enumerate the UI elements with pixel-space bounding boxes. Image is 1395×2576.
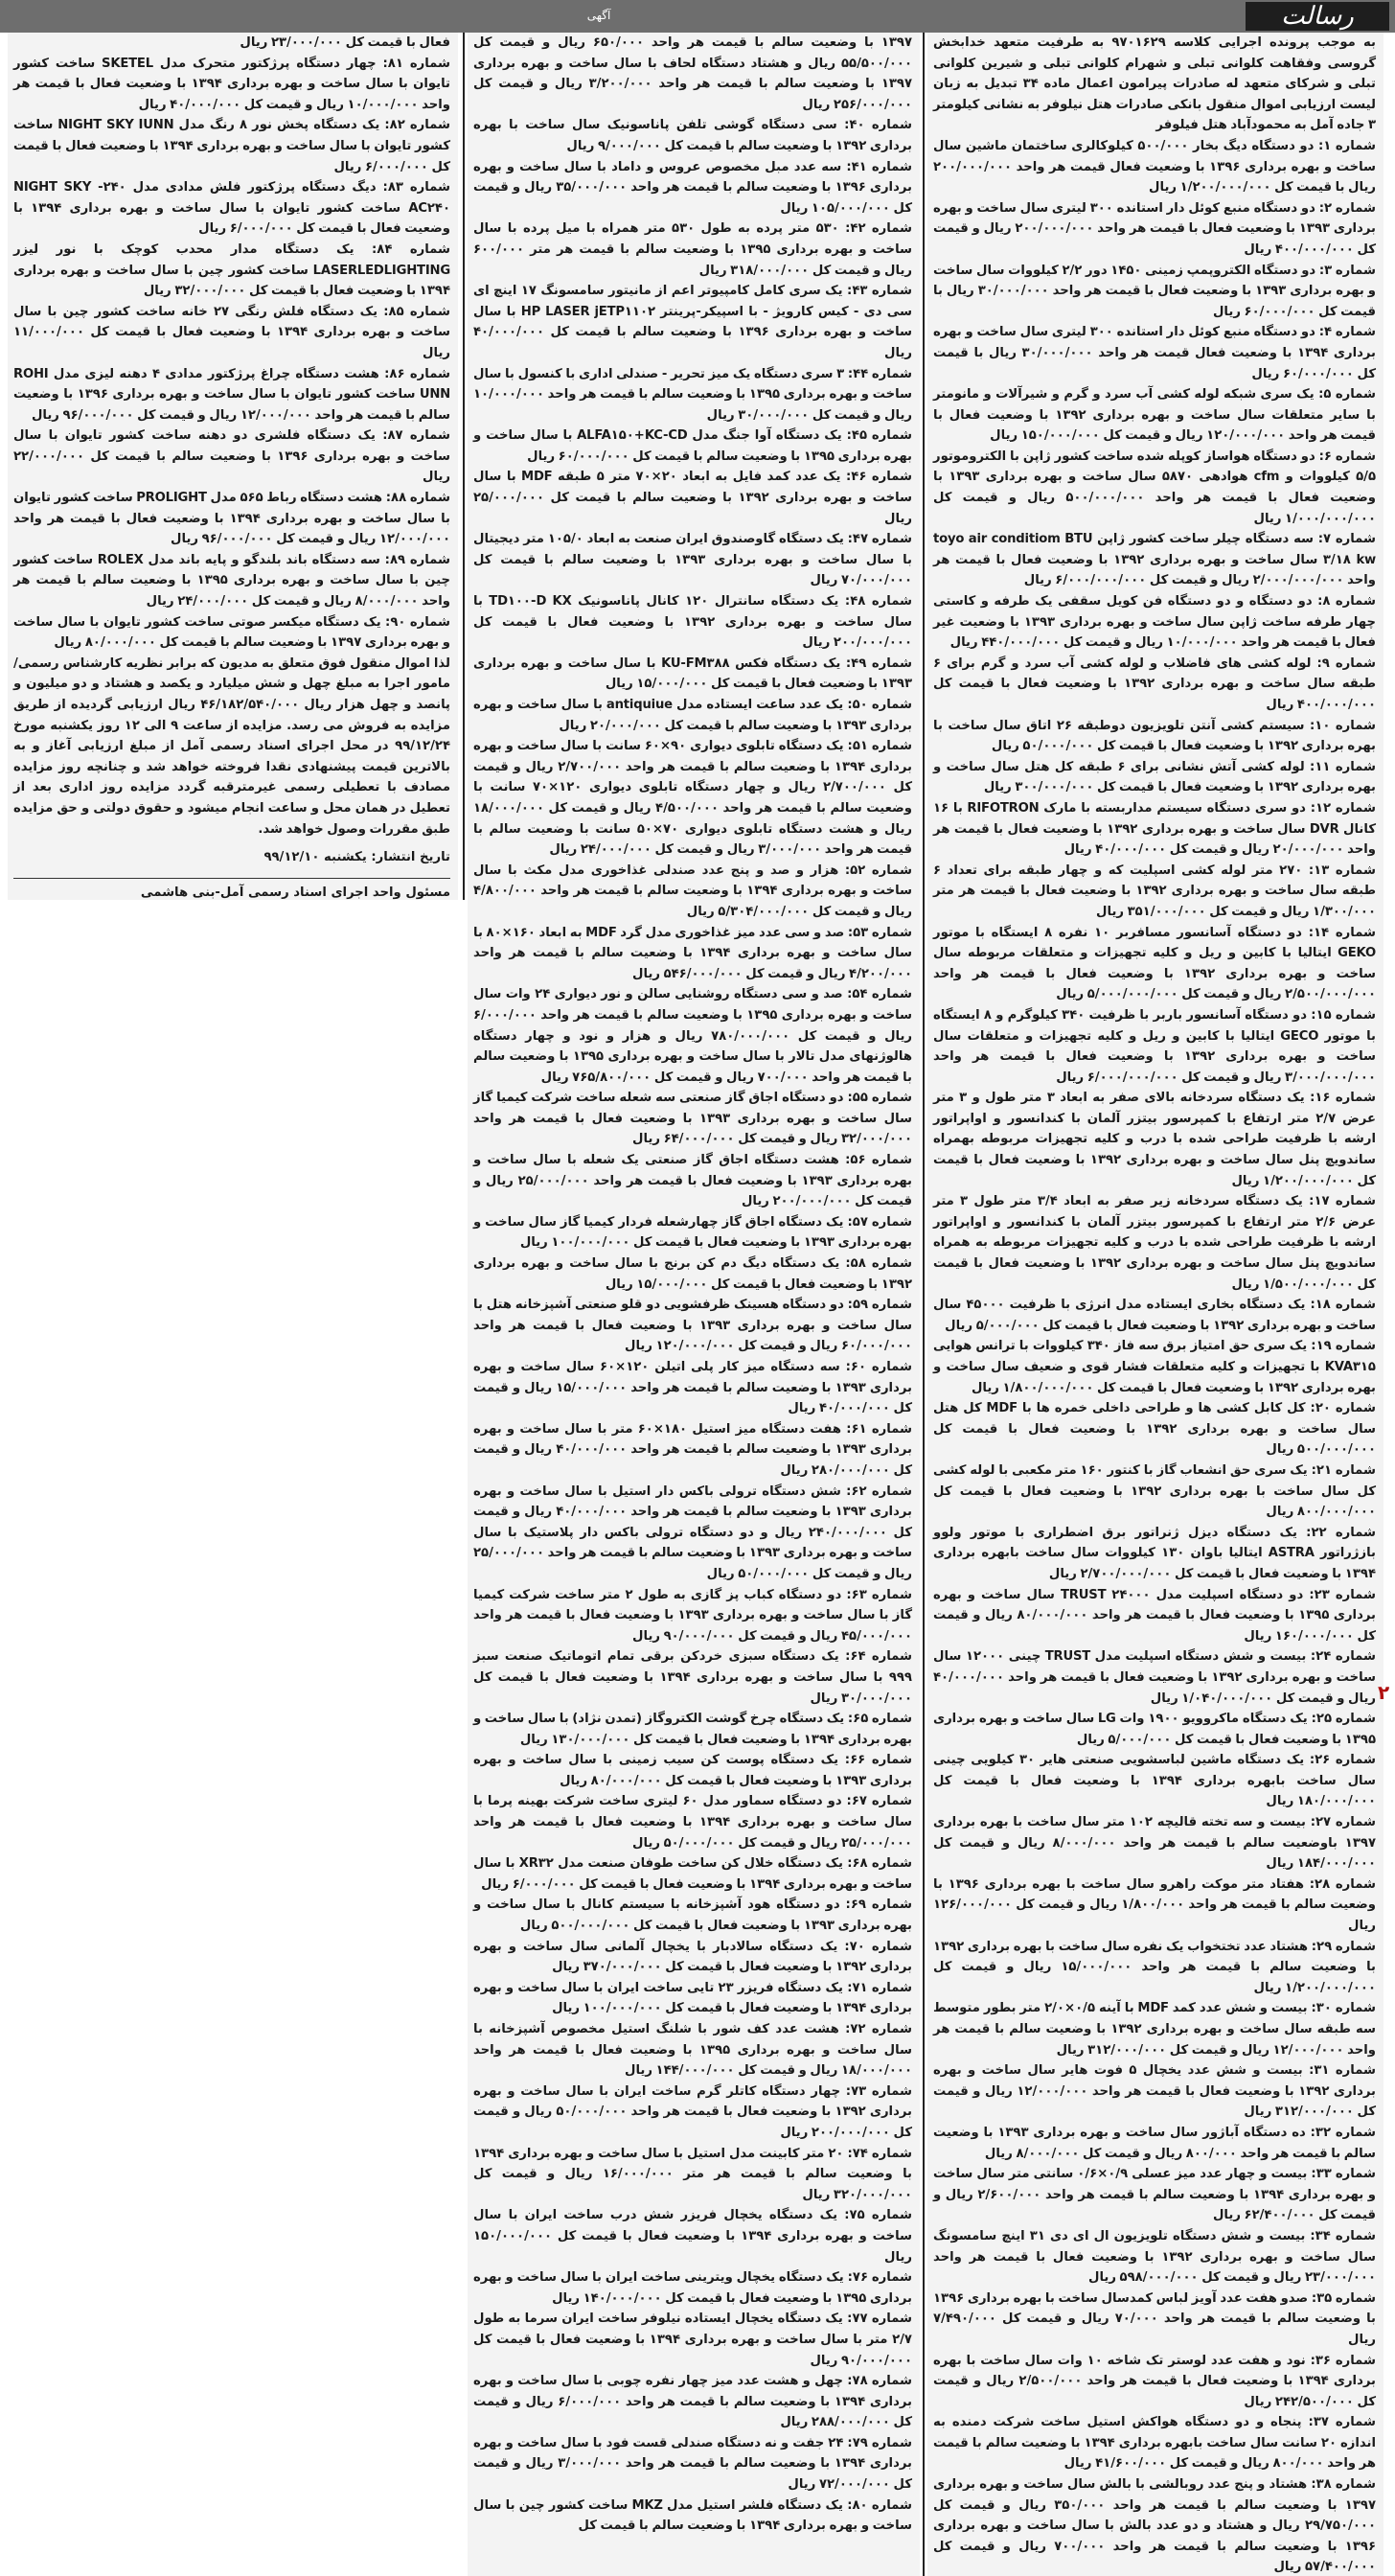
notice-item: شماره ۱۱: لوله کشی آتش نشانی برای ۶ طبقه کل هتل سال ساخت و بهره برداری ۱۳۹۲ با وضعیت فعال با قیمت کل ۳۰۰/۰۰۰/۰۰۰ ریال: [933, 759, 1376, 795]
notice-item: شماره ۴۰: سی دستگاه گوشی تلفن پاناسونیک سال ساخت با بهره برداری ۱۳۹۲ با وضعیت سالم با قیمت کل ۹/۰۰۰/۰۰۰ ریال: [473, 118, 912, 153]
notice-item: شماره ۵۱: یک دستگاه تابلوی دیواری ۹۰×۶۰ سانت با سال ساخت و بهره برداری ۱۳۹۴ با وضعیت سالم با قیمت هر واحد ۲/۷۰۰/۰۰۰ ریال و قیمت کل ۲/۷۰۰/۰۰۰ ریال و چهار دستگاه تابلوی دیواری ۱۲۰×۷۰ سانت با وضعیت سالم با قیمت هر واحد ۴/۵۰۰/۰۰۰ ریال و قیمت کل ۱۸/۰۰۰/۰۰۰ ریال و هشت دستگاه تابلوی دیواری ۷۰×۵۰ سانت با وضعیت سالم با قیمت هر واحد ۳/۰۰۰/۰۰۰ ریال و قیمت کل ۲۴/۰۰۰/۰۰۰ ریال: [473, 739, 912, 858]
notice-item: شماره ۴۵: یک دستگاه آوا جنگ مدل ALFA۱۵۰+KC-CD با سال ساخت و بهره برداری ۱۳۹۵ با وضعیت سالم با قیمت کل ۶۰/۰۰۰/۰۰۰ ریال: [473, 428, 913, 464]
notice-item: شماره ۲۷: بیست و سه تخته قالیچه ۱۰۲ متر سال ساخت با بهره برداری ۱۳۹۷ باوضعیت سالم با قیمت هر واحد ۸/۰۰۰/۰۰۰ ریال و قیمت کل ۱۸۴/۰۰۰/۰۰۰ ریال: [933, 1815, 1377, 1872]
top-band: [0, 0, 1395, 33]
notice-item: شماره ۵۷: یک دستگاه اجاق گاز چهارشعله فردار کیمیا گاز سال ساخت و بهره برداری ۱۳۹۳ با وضعیت فعال با قیمت کل ۱۰۰/۰۰۰/۰۰۰ ریال: [473, 1214, 913, 1251]
notice-item: شماره ۲۲: یک دستگاه دیزل ژنراتور برق اضطراری با موتور ولوو بازژراتور ASTRA ایتالیا باوان ۱۳۰ کیلووات سال ساخت بابهره برداری ۱۳۹۴ با وضعیت فعال با قیمت کل ۲/۷۰۰/۰۰۰/۰۰۰ ریال: [933, 1525, 1376, 1581]
top-band-label: آگهی: [586, 9, 611, 22]
notice-item: شماره ۷۳: چهار دستگاه کاتلر گرم ساخت ایران با سال ساخت و بهره برداری ۱۳۹۲ با وضعیت فعال با قیمت هر واحد ۵۰/۰۰۰/۰۰۰ ریال و قیمت کل ۲۰۰/۰۰۰/۰۰۰ ریال: [473, 2083, 912, 2140]
column-right: [927, 33, 1384, 2576]
notice-item: شماره ۴۶: یک عدد کمد فایل به ابعاد ۲۰×۷۰ متر ۵ طبقه MDF با سال ساخت و بهره برداری ۱۳۹۲ با وضعیت سالم با قیمت کل ۲۵/۰۰۰/۰۰۰ ریال: [473, 470, 912, 526]
notice-item: شماره ۸۰: یک دستگاه فلشر استیل مدل MKZ ساخت کشور چین با سال ساخت و بهره برداری ۱۳۹۴ با وضعیت سالم با قیمت کل: [473, 2497, 912, 2534]
publication-date: تاریخ انتشار: یکشنبه ۹۹/۱۲/۱۰: [263, 850, 450, 865]
column-middle: [468, 33, 920, 2576]
notice-item: شماره ۳۸: هشتاد و پنج عدد روبالشی با بالش سال ساخت و بهره برداری ۱۳۹۷ با وضعیت سالم با قیمت هر واحد ۳۵۰/۰۰۰ ریال و قیمت کل ۲۹/۷۵۰/۰۰۰ ریال و هشتاد و دو عدد بالش با سال ساخت و بهره برداری ۱۳۹۶ با وضعیت سالم با قیمت هر واحد ۷۰۰/۰۰۰ ریال و قیمت کل ۵۷/۴۰۰/۰۰۰ ریال: [933, 2477, 1376, 2575]
notice-item: شماره ۷۶: یک دستگاه یخچال ویترینی ساخت ایران با سال ساخت و بهره برداری ۱۳۹۵ با وضعیت فعال با قیمت کل ۱۴۰/۰۰۰/۰۰۰ ریال: [473, 2270, 913, 2306]
notice-item: شماره ۵۲: هزار و صد و پنج عدد صندلی غذاخوری مدل مکث با سال ساخت و بهره برداری ۱۳۹۴ با وضعیت سالم با قیمت هر واحد ۴/۸۰۰/۰۰۰ ریال و قیمت کل ۵/۳۰۴/۰۰۰/۰۰۰ ریال: [473, 862, 913, 919]
column-divider: [463, 33, 465, 900]
notice-item: شماره ۷۴: ۲۰ متر کابینت مدل استیل با سال ساخت و بهره برداری ۱۳۹۴ با وضعیت سالم با قیمت هر متر ۱۶/۰۰۰/۰۰۰ ریال و قیمت کل ۳۲۰/۰۰۰/۰۰۰ ریال: [473, 2146, 912, 2202]
notice-item: شماره ۶: دو دستگاه هواساز کوپله شده ساخت کشور ژاپن با الکتروموتور ۵/۵ کیلووات و cfm هوادهی ۵۸۷۰ سال ساخت و بهره برداری ۱۳۹۳ با وضعیت فعال با قیمت هر واحد ۵۰۰/۰۰۰/۰۰۰ ریال و قیمت کل ۱/۰۰۰/۰۰۰/۰۰۰ ریال: [933, 448, 1377, 526]
notice-item: شماره ۳۲: ده دستگاه آباژور سال ساخت و بهره برداری ۱۳۹۳ با وضعیت سالم با قیمت هر واحد ۸۰۰/۰۰۰ ریال و قیمت کل ۸/۰۰۰/۰۰۰ ریال: [933, 2125, 1376, 2161]
notice-item: شماره ۱: دو دستگاه دیگ بخار ۵۰۰/۰۰۰ کیلوکالری ساختمان ماشین سال ساخت و بهره برداری ۱۳۹۶ با وضعیت فعال قیمت هر واحد ۲۰۰/۰۰۰/۰۰۰ ریال با قیمت کل ۱/۲۰۰/۰۰۰/۰۰۰ ریال: [933, 138, 1376, 196]
notice-item: شماره ۱۲: دو سری دستگاه سیستم مداربسته با مارک RIFOTRON با ۱۶ کانال DVR سال ساخت و بهره برداری ۱۳۹۲ با وضعیت فعال با قیمت هر واحد ۲۰/۰۰۰/۰۰۰ ریال و قیمت کل ۴۰/۰۰۰/۰۰۰ ریال: [933, 800, 1376, 858]
notice-item: شماره ۶۵: یک دستگاه چرخ گوشت الکتروگاز (تمدن نژاد) با سال ساخت و بهره برداری ۱۳۹۴ با وضعیت فعال با قیمت کل ۱۳۰/۰۰۰/۰۰۰ ریال: [473, 1712, 913, 1747]
notice-item: شماره ۴۸: یک دستگاه سانترال ۱۲۰ کانال پاناسونیک TD۱۰۰-D KX با سال ساخت و بهره برداری ۱۳۹۲ با وضعیت فعال با قیمت کل ۲۰۰/۰۰۰/۰۰۰ ریال: [473, 594, 912, 651]
notice-item: شماره ۳۵: صدو هفت عدد آویز لباس کمدسال ساخت با بهره برداری ۱۳۹۶ با وضعیت سالم با قیمت هر واحد ۷۰/۰۰۰ ریال و قیمت کل ۷/۴۹۰/۰۰۰ ریال: [933, 2290, 1376, 2347]
signature-line: مسئول واحد اجرای اسناد رسمی آمل-بنی هاشمی: [13, 878, 450, 900]
notice-item: شماره ۲۸: هفتاد متر موکت راهرو سال ساخت با بهره برداری ۱۳۹۶ با وضعیت سالم با قیمت هر واحد ۱/۸۰۰/۰۰۰ ریال و قیمت کل ۱۲۶/۰۰۰/۰۰۰ ریال: [933, 1876, 1377, 1934]
notice-item: به موجب پرونده اجرایی کلاسه ۹۷۰۱۶۲۹ به طرفیت متعهد خدابخش گروسی وفقاهت کلوانی تبلی و شهرام کلوانی تبلی و شیرین کلوانی تبلی و شرکای متعهد له صادرات پیرامون اعمال ماده ۳۴ تبدیل به زبان لیست ارزیابی اموال منقول بانکی صادرات هتل نیلوفر به نشانی کیلومتر ۳ جاده آمل به محمودآباد هتل فیلوفر: [933, 35, 1376, 133]
notice-item: شماره ۵۴: صد و سی دستگاه روشنایی سالن و نور دیواری ۲۴ وات سال ساخت و بهره برداری ۱۳۹۵ با وضعیت سالم با قیمت هر واحد ۶/۰۰۰/۰۰۰ ریال و قیمت کل ۷۸۰/۰۰۰/۰۰۰ ریال و هزار و نود و چهار دستگاه هالوژنهای مدل تالار با سال ساخت و بهره برداری ۱۳۹۵ با وضعیت سالم با قیمت هر واحد ۷۰۰/۰۰۰ ریال و قیمت کل ۷۶۵/۸۰۰/۰۰۰ ریال: [473, 987, 913, 1085]
notice-item: شماره ۸۴: یک دستگاه مدار محدب کوچک با نور لیزر LASERLEDLIGHTING ساخت کشور چین با سال ساخت و بهره برداری ۱۳۹۴ با وضعیت فعال با قیمت کل ۳۲/۰۰۰/۰۰۰ ریال: [13, 242, 450, 299]
notice-item: شماره ۷۸: چهل و هشت عدد میز چهار نفره چوبی با سال ساخت و بهره برداری ۱۳۹۴ با وضعیت سالم با قیمت هر واحد ۶/۰۰۰/۰۰۰ ریال و قیمت کل ۲۸۸/۰۰۰/۰۰۰ ریال: [473, 2374, 912, 2430]
notice-item: شماره ۴۲: ۵۳۰ متر پرده به طول ۵۳۰ متر همراه با میل پرده با سال ساخت و بهره برداری ۱۳۹۵ با وضعیت سالم با قیمت هر متر ۶۰۰/۰۰۰ ریال و قیمت کل ۳۱۸/۰۰۰/۰۰۰ ریال: [473, 221, 913, 278]
page-mark: ۲: [1378, 1681, 1390, 1704]
notice-item: شماره ۸۸: هشت دستگاه رباط ۵۶۵ مدل PROLIGHT ساخت کشور تایوان با سال ساخت و بهره برداری ۱۳۹۴ با وضعیت فعال با قیمت هر واحد ۱۲/۰۰۰/۰۰۰ ریال و قیمت کل ۹۶/۰۰۰/۰۰۰ ریال: [13, 491, 450, 547]
notice-item: شماره ۷۷: یک دستگاه یخچال ایستاده نیلوفر ساخت ایران سرما به طول ۲/۷ متر با سال ساخت و بهره برداری ۱۳۹۴ با وضعیت فعال با قیمت کل ۹۰/۰۰۰/۰۰۰ ریال: [473, 2312, 912, 2368]
notice-item: شماره ۸۷: یک دستگاه فلشری دو دهنه ساخت کشور تایوان با سال ساخت و بهره برداری ۱۳۹۶ با وضعیت سالم با قیمت کل ۲۲/۰۰۰/۰۰۰ ریال: [13, 428, 450, 485]
notice-item: شماره ۷۱: یک دستگاه فریزر ۲۳ تایی ساخت ایران با سال ساخت و بهره برداری ۱۳۹۴ با وضعیت فعال با قیمت کل ۱۰۰/۰۰۰/۰۰۰ ریال: [473, 1980, 912, 2016]
notice-item: شماره ۶۲: شش دستگاه ترولی باکس دار استیل با سال ساخت و بهره برداری ۱۳۹۳ با وضعیت سالم با قیمت هر واحد ۴۰/۰۰۰/۰۰۰ ریال و قیمت کل ۲۴۰/۰۰۰/۰۰۰ ریال و دو دستگاه ترولی باکس دار پلاستیک با سال ساخت و بهره برداری ۱۳۹۳ با وضعیت سالم با قیمت هر واحد ۲۵/۰۰۰/۰۰۰ ریال و قیمت کل ۵۰/۰۰۰/۰۰۰ ریال: [473, 1484, 912, 1581]
notice-item: شماره ۲۳: دو دستگاه اسپلیت مدل TRUST ۲۴۰۰۰ سال ساخت و بهره برداری ۱۳۹۵ با وضعیت فعال با قیمت هر واحد ۸۰/۰۰۰/۰۰۰ ریال و قیمت کل ۱۶۰/۰۰۰/۰۰۰ ریال: [933, 1587, 1376, 1644]
notice-item: ۱۳۹۷ با وضعیت سالم با قیمت هر واحد ۶۵۰/۰۰۰ ریال و قیمت کل ۵۵/۵۰۰/۰۰۰ ریال و هشتاد دستگاه لحاف با سال ساخت و بهره برداری ۱۳۹۷ با وضعیت سالم با قیمت هر واحد ۳/۲۰۰/۰۰۰ ریال و قیمت کل ۲۵۶/۰۰۰/۰۰۰ ریال: [473, 35, 913, 112]
notice-item: شماره ۱۸: یک دستگاه بخاری ایستاده مدل انرژی با ظرفیت ۴۵۰۰۰ سال ساخت و بهره برداری ۱۳۹۲ با وضعیت فعال با قیمت کل ۵/۰۰۰/۰۰۰ ریال: [933, 1298, 1376, 1333]
column-divider: [923, 33, 925, 2576]
notice-item: شماره ۵۵: دو دستگاه اجاق گاز صنعتی سه شعله ساخت شرکت کیمیا گاز سال ساخت و بهره برداری ۱۳۹۳ با وضعیت فعال با قیمت هر واحد ۳۲/۰۰۰/۰۰۰ ریال و قیمت کل ۶۴/۰۰۰/۰۰۰ ریال: [473, 1091, 912, 1147]
notice-item: شماره ۷۵: یک دستگاه یخچال فریزر شش درب ساخت ایران با سال ساخت و بهره برداری ۱۳۹۴ با وضعیت فعال با قیمت کل ۱۵۰/۰۰۰/۰۰۰ ریال: [473, 2208, 913, 2265]
notice-item: شماره ۹: لوله کشی های فاضلاب و لوله کشی آب سرد و گرم برای ۶ طبقه سال ساخت و بهره برداری ۱۳۹۲ با وضعیت فعال با قیمت کل ۴۰۰/۰۰۰/۰۰۰ ریال: [933, 656, 1377, 712]
notice-item: شماره ۸۹: سه دستگاه باند بلندگو و پایه باند مدل ROLEX ساخت کشور چین با سال ساخت و بهره برداری ۱۳۹۵ با وضعیت سالم با قیمت هر واحد ۸/۰۰۰/۰۰۰ ریال و قیمت کل ۲۴/۰۰۰/۰۰۰ ریال: [13, 552, 450, 610]
notice-item: شماره ۶۹: دو دستگاه هود آشپزخانه با سیستم کانال با سال ساخت و بهره برداری ۱۳۹۳ با وضعیت فعال با قیمت کل ۵۰۰/۰۰۰/۰۰۰ ریال: [473, 1898, 913, 1934]
notice-item: شماره ۴۱: سه عدد مبل مخصوص عروس و داماد با سال ساخت و بهره برداری ۱۳۹۶ با وضعیت سالم با قیمت هر واحد ۳۵/۰۰۰/۰۰۰ ریال و قیمت کل ۱۰۵/۰۰۰/۰۰۰ ریال: [473, 159, 912, 216]
notice-item: شماره ۷: سه دستگاه چیلر ساخت کشور ژاپن toyo air conditiom BTU ۳/۱۸ kw سال ساخت و بهره برداری ۱۳۹۲ با وضعیت فعال با قیمت هر واحد ۲/۰۰۰/۰۰۰/۰۰۰ ریال و قیمت کل ۶/۰۰۰/۰۰۰/۰۰۰ ریال: [933, 532, 1377, 588]
notice-item: شماره ۲: دو دستگاه منبع کوئل دار استانده ۳۰۰ لیتری سال ساخت و بهره برداری ۱۳۹۳ با وضعیت فعال با قیمت هر واحد ۲۰۰/۰۰۰/۰۰۰ ریال و قیمت کل ۴۰۰/۰۰۰/۰۰۰ ریال: [933, 200, 1377, 257]
notice-item: شماره ۸۲: یک دستگاه پخش نور ۸ رنگ مدل NIGHT SKY IUNN ساخت کشور تایوان با سال ساخت و بهره برداری ۱۳۹۴ با وضعیت فعال با قیمت کل ۶/۰۰۰/۰۰۰ ریال: [13, 118, 450, 174]
notice-item: شماره ۸۱: چهار دستگاه پرژکتور متحرک مدل SKETEL ساخت کشور تایوان با سال ساخت و بهره برداری ۱۳۹۴ با وضعیت فعال با قیمت هر واحد ۱۰/۰۰۰/۰۰۰ ریال و قیمت کل ۴۰/۰۰۰/۰۰۰ ریال: [13, 56, 450, 112]
notice-item: شماره ۱۵: دو دستگاه آسانسور باربر با ظرفیت ۳۴۰ کیلوگرم و ۸ ایستگاه با موتور GECO ایتالیا با کابین و ریل و کلیه تجهیزات و متعلقات سال ساخت و بهره برداری ۱۳۹۲ با وضعیت فعال با قیمت هر واحد ۳/۰۰۰/۰۰۰/۰۰۰ ریال و قیمت کل ۶/۰۰۰/۰۰۰/۰۰۰ ریال: [933, 1007, 1376, 1085]
column-left-text: [13, 33, 450, 840]
notice-item: شماره ۶۸: یک دستگاه خلال کن ساخت طوفان صنعت مدل XR۳۲ با سال ساخت و بهره برداری ۱۳۹۴ با وضعیت فعال با قیمت کل ۶/۰۰۰/۰۰۰ ریال: [473, 1856, 912, 1892]
notice-item: شماره ۳۱: بیست و شش عدد یخچال ۵ فوت هایر سال ساخت و بهره برداری ۱۳۹۲ با وضعیت فعال با قیمت هر واحد ۱۲/۰۰۰/۰۰۰ ریال و قیمت کل ۳۱۲/۰۰۰/۰۰۰ ریال: [933, 2063, 1377, 2120]
notice-item: شماره ۸۳: دیگ دستگاه پرژکتور فلش مدادی مدل ۲۴۰- NIGHT SKY AC۲۴۰ ساخت کشور تایوان با سال ساخت و بهره برداری ۱۳۹۴ با وضعیت فعال با قیمت کل ۶/۰۰۰/۰۰۰ ریال: [13, 180, 450, 237]
notice-item: شماره ۱۴: دو دستگاه آسانسور مسافربر ۱۰ نفره ۸ ایستگاه با موتور GEKO ایتالیا با کابین و ریل و کلیه تجهیزات و متعلقات مربوطه سال ساخت و بهره برداری ۱۳۹۲ با وضعیت فعال با قیمت هر واحد ۲/۵۰۰/۰۰۰/۰۰۰ ریال و قیمت کل ۵/۰۰۰/۰۰۰/۰۰۰ ریال: [933, 925, 1377, 1002]
notice-item: شماره ۱۶: یک دستگاه سردخانه بالای صفر به ابعاد ۳ متر طول و ۳ متر عرض ۲/۷ متر ارتفاع با کمپرسور بیتزر آلمان با کندانسور و اواپراتور ارشه با ظرفیت طراحی شده با درب و کلیه تجهیزات مربوطه بهمراه ساندویچ پنل سال ساخت و بهره برداری ۱۳۹۲ با وضعیت فعال با قیمت کل ۱/۲۰۰/۰۰۰/۰۰۰ ریال: [933, 1091, 1376, 1188]
notice-item: شماره ۳۳: بیست و چهار عدد میز عسلی ۰/۹×۰/۶ سانتی متر سال ساخت و بهره برداری ۱۳۹۴ با وضعیت سالم با قیمت هر واحد ۲/۶۰۰/۰۰۰ ریال و قیمت کل ۶۲/۴۰۰/۰۰۰ ریال: [933, 2167, 1376, 2223]
notice-item: شماره ۷۲: هشت عدد کف شور با شلنگ استیل مخصوص آشپزخانه با سال ساخت و بهره برداری ۱۳۹۵ با وضعیت فعال با قیمت هر واحد ۱۸/۰۰۰/۰۰۰ ریال و قیمت کل ۱۴۴/۰۰۰/۰۰۰ ریال: [473, 2022, 912, 2079]
notice-item: شماره ۱۹: یک سری حق امتیاز برق سه فاز ۳۴۰ کیلووات با ترانس هوایی KVA۳۱۵ با تجهیزات و کلیه متعلقات فشار قوی و ضعیف سال ساخت و بهره برداری ۱۳۹۲ با وضعیت فعال با قیمت کل ۱/۸۰۰/۰۰۰/۰۰۰ ریال: [933, 1339, 1376, 1395]
notice-item: شماره ۵۶: هشت دستگاه اجاق گاز صنعتی یک شعله با سال ساخت و بهره برداری ۱۳۹۳ با وضعیت فعال با قیمت هر واحد ۲۵/۰۰۰/۰۰۰ ریال و قیمت کل ۲۰۰/۰۰۰/۰۰۰ ریال: [473, 1153, 912, 1209]
notice-item: شماره ۸: دو دستگاه و دو دستگاه فن کویل سقفی یک طرفه و کاستی چهار طرفه ساخت ژاپن سال ساخت و بهره برداری ۱۳۹۳ با وضعیت غیر فعال با قیمت هر واحد ۱۰/۰۰۰/۰۰۰ ریال و قیمت کل ۴۴۰/۰۰۰/۰۰۰ ریال: [933, 594, 1376, 651]
notice-item: شماره ۵۹: دو دستگاه هسینک ظرفشویی دو قلو صنعتی آشپزخانه هتل با سال ساخت و بهره برداری ۱۳۹۳ با وضعیت فعال با قیمت هر واحد ۶۰/۰۰۰/۰۰۰ ریال و قیمت کل ۱۲۰/۰۰۰/۰۰۰ ریال: [473, 1298, 912, 1354]
notice-item: شماره ۴۷: یک دستگاه گاوصندوق ایران صنعت به ابعاد ۱۰۵/۰ متر دیجیتال با سال ساخت و بهره برداری ۱۳۹۳ با وضعیت سالم با قیمت کل ۷۰/۰۰۰/۰۰۰ ریال: [473, 532, 912, 588]
notice-item: شماره ۶۶: یک دستگاه پوست کن سیب زمینی با سال ساخت و بهره برداری ۱۳۹۳ با وضعیت فعال با قیمت کل ۸۰/۰۰۰/۰۰۰ ریال: [473, 1753, 912, 1788]
notice-item: شماره ۵۰: یک عدد ساعت ایستاده مدل antiquiue با سال ساخت و بهره برداری ۱۳۹۳ با وضعیت سالم با قیمت کل ۲۰/۰۰۰/۰۰۰ ریال: [473, 698, 912, 733]
notice-item: شماره ۳۶: نود و هفت عدد لوستر تک شاخه ۱۰ وات سال ساخت با بهره برداری ۱۳۹۴ با وضعیت فعال با قیمت هر واحد ۲/۵۰۰/۰۰۰ ریال و قیمت کل ۲۴۲/۵۰۰/۰۰۰ ریال: [933, 2353, 1376, 2409]
notice-item: شماره ۵۸: یک دستگاه دیگ دم کن برنج با سال ساخت و بهره برداری ۱۳۹۲ با وضعیت فعال با قیمت کل ۱۵/۰۰۰/۰۰۰ ریال: [473, 1256, 912, 1292]
notice-item: شماره ۲۱: یک سری حق انشعاب گاز با کنتور ۱۶۰ متر مکعبی با لوله کشی کل سال ساخت با بهره برداری ۱۳۹۲ با وضعیت فعال با قیمت کل ۸۰۰/۰۰۰/۰۰۰ ریال: [933, 1462, 1376, 1520]
classified-page: [0, 33, 1395, 2576]
notice-item: شماره ۴: دو دستگاه منبع کوئل دار استانده ۳۰۰ لیتری سال ساخت و بهره برداری ۱۳۹۴ با وضعیت فعال قیمت هر واحد ۳۰/۰۰۰/۰۰۰ ریال با قیمت کل ۶۰/۰۰۰/۰۰۰ ریال: [933, 325, 1377, 381]
notice-item: شماره ۶۳: دو دستگاه کباب پز گازی به طول ۲ متر ساخت شرکت کیمیا گاز با سال ساخت و بهره برداری ۱۳۹۳ با وضعیت فعال با قیمت هر واحد ۴۵/۰۰۰/۰۰۰ ریال و قیمت کل ۹۰/۰۰۰/۰۰۰ ریال: [473, 1587, 913, 1644]
newspaper-masthead: رسالت: [1246, 2, 1389, 31]
notice-item: شماره ۴۹: یک دستگاه فکس KU-FM۳۸۸ با سال ساخت و بهره برداری ۱۳۹۳ با وضعیت فعال با قیمت کل ۱۵/۰۰۰/۰۰۰ ریال: [473, 656, 912, 692]
notice-item: شماره ۶۰: سه دستگاه میز کار پلی اتیلن ۱۲۰×۶۰ سال ساخت و بهره برداری ۱۳۹۳ با وضعیت سالم با قیمت هر واحد ۱۵/۰۰۰/۰۰۰ ریال و قیمت کل ۴۰/۰۰۰/۰۰۰ ریال: [473, 1360, 912, 1416]
notice-item: شماره ۲۰: کل کابل کشی ها و طراحی داخلی خمره ها با MDF کل هتل سال ساخت و بهره برداری ۱۳۹۲ با وضعیت فعال با قیمت کل ۵۰۰/۰۰۰/۰۰۰ ریال: [933, 1401, 1376, 1458]
notice-item: شماره ۶۴: یک دستگاه سبزی خردکن برقی تمام اتوماتیک صنعت سبز ۹۹۹ با سال ساخت و بهره برداری ۱۳۹۴ با وضعیت فعال با قیمت کل ۳۰/۰۰۰/۰۰۰ ریال: [473, 1649, 912, 1706]
notice-item: شماره ۷۹: ۲۴ جفت و نه دستگاه صندلی قست فود با سال ساخت و بهره برداری ۱۳۹۴ با وضعیت سالم با قیمت هر واحد ۳/۰۰۰/۰۰۰ ریال و قیمت کل ۷۲/۰۰۰/۰۰۰ ریال: [473, 2435, 912, 2493]
notice-item: شماره ۱۷: یک دستگاه سردخانه زیر صفر به ابعاد ۳/۴ متر طول ۳ متر عرض ۲/۶ متر ارتفاع با کمپرسور بیتزر آلمان با کندانسور و اواپراتور ارشه با ظرفیت طراحی شده با درب و کلیه تجهیزات مربوطه به همراه ساندویچ پنل سال ساخت و بهره برداری ۱۳۹۲ با وضعیت فعال با قیمت کل ۱/۵۰۰/۰۰۰/۰۰۰ ریال: [933, 1194, 1376, 1292]
notice-item: لذا اموال منقول فوق متعلق به مدیون که برابر نظریه کارشناس رسمی/مامور اجرا به مبلغ چهل و شش میلیارد و یکصد و هشتاد و دو میلیون و پانصد و چهل هزار ریال ۴۶/۱۸۲/۵۴۰/۰۰۰ ریال ارزیابی گردیده از طریق مزایده به فروش می رسد. مزایده از ساعت ۹ الی ۱۲ روز یکشنبه مورخ ۹۹/۱۲/۲۴ در محل اجرای اسناد رسمی آمل از مبلغ ارزیابی آغاز و به بالاترین قیمت پیشنهادی نقدا فروخته خواهد شد و چنانچه روز مزایده مصادف با تعطیلی رسمی غیرمترقبه گردد مزایده روز اداری بعد از تعطیل در همان محل و ساعت انجام میشود و حقوق دولتی و حق مزایده طبق مقررات وصول خواهد شد.: [13, 656, 450, 837]
notice-item: شماره ۱۳: ۲۷۰ متر لوله کشی اسپلیت که و چهار طبقه برای تعداد ۶ طبقه سال ساخت و بهره برداری ۱۳۹۲ با وضعیت فعال با قیمت هر متر ۱/۳۰۰/۰۰۰ ریال و قیمت کل ۳۵۱/۰۰۰/۰۰۰ ریال: [933, 862, 1376, 919]
notice-item: شماره ۴۴: ۳ سری دستگاه یک میز تحریر - صندلی اداری با کنسول با سال ساخت و بهره برداری ۱۳۹۵ با وضعیت سالم با قیمت هر واحد ۱۰/۰۰۰/۰۰۰ ریال و قیمت کل ۳۰/۰۰۰/۰۰۰ ریال: [473, 366, 913, 423]
notice-item: شماره ۸۶: هشت دستگاه چراغ پرژکتور مدادی ۴ دهنه لیزی مدل ROHI UNN ساخت کشور تایوان با سال ساخت و بهره برداری ۱۳۹۶ با وضعیت سالم با قیمت هر واحد ۱۲/۰۰۰/۰۰۰ ریال و قیمت کل ۹۶/۰۰۰/۰۰۰ ریال: [13, 366, 451, 423]
notice-item: شماره ۶۷: دو دستگاه سماور مدل ۶۰ لیتری ساخت شرکت بهینه پرما با سال ساخت و بهره برداری ۱۳۹۴ با وضعیت فعال با قیمت هر واحد ۲۵/۰۰۰/۰۰۰ ریال و قیمت کل ۵۰/۰۰۰/۰۰۰ ریال: [473, 1794, 913, 1851]
column-left: [8, 33, 458, 900]
notice-item: شماره ۲۶: یک دستگاه ماشین لباسشویی صنعتی هایر ۳۰ کیلویی چینی سال ساخت بابهره برداری ۱۳۹۴ با وضعیت فعال با قیمت کل ۱۸۰/۰۰۰/۰۰۰ ریال: [933, 1753, 1377, 1809]
notice-item: شماره ۳۰: بیست و شش عدد کمد MDF با آینه ۰/۵×۲/۰ متر بطور متوسط سه طبقه سال ساخت و بهره برداری ۱۳۹۲ با وضعیت سالم با قیمت هر واحد ۱۲/۰۰۰/۰۰۰ ریال و قیمت کل ۳۱۲/۰۰۰/۰۰۰ ریال: [933, 2001, 1376, 2058]
notice-item: شماره ۷۰: یک دستگاه سالادبار با یخچال آلمانی سال ساخت و بهره برداری ۱۳۹۲ با وضعیت فعال با قیمت کل ۳۷۰/۰۰۰/۰۰۰ ریال: [473, 1939, 913, 1975]
notice-item: شماره ۲۵: یک دستگاه ماکروویو ۱۹۰۰ وات LG سال ساخت و بهره برداری ۱۳۹۵ با وضعیت فعال با قیمت کل ۵/۰۰۰/۰۰۰ ریال: [933, 1712, 1377, 1747]
column-middle-text: [473, 33, 912, 2537]
notice-item: شماره ۵: یک سری شبکه لوله کشی آب سرد و گرم و شیرآلات و مانومتر با سایر متعلقات سال ساخت و بهره برداری ۱۳۹۲ با وضعیت فعال با قیمت هر واحد ۱۲۰/۰۰۰/۰۰۰ ریال و قیمت کل ۱۵۰/۰۰۰/۰۰۰ ریال: [933, 387, 1377, 444]
notice-item: شماره ۴۳: یک سری کامل کامپیوتر اعم از مانیتور سامسونگ ۱۷ اینچ ای سی دی - کیس کارویژ - با اسپیکر-پرینتر HP LASER jETP۱۱۰۲ با سال ساخت و بهره برداری ۱۳۹۶ با وضعیت سالم با قیمت کل ۴۰/۰۰۰/۰۰۰ ریال: [473, 284, 912, 360]
column-right-text: [933, 33, 1376, 2576]
notice-item: شماره ۳۷: پنجاه و دو دستگاه هواکش استیل ساخت شرکت دمنده به اندازه ۲۰ سانت سال ساخت بابهره برداری ۱۳۹۴ با وضعیت سالم با قیمت هر واحد ۸۰۰/۰۰۰ ریال و قیمت کل ۴۱/۶۰۰/۰۰۰ ریال: [933, 2415, 1376, 2472]
notice-item: شماره ۶۱: هفت دستگاه میز استیل ۱۸۰×۶۰ متر با سال ساخت و بهره برداری ۱۳۹۳ با وضعیت سالم با قیمت هر واحد ۴۰/۰۰۰/۰۰۰ ریال و قیمت کل ۲۸۰/۰۰۰/۰۰۰ ریال: [473, 1421, 912, 1478]
notice-item: شماره ۳۴: بیست و شش دستگاه تلویزیون ال ای دی ۳۱ اینچ سامسونگ سال ساخت و بهره برداری ۱۳۹۲ با وضعیت فعال با قیمت هر واحد ۲۳/۰۰۰/۰۰۰ ریال و قیمت کل ۵۹۸/۰۰۰/۰۰۰ ریال: [933, 2228, 1377, 2286]
notice-item: شماره ۱۰: سیستم کشی آنتن تلویزیون دوطبقه ۲۶ اتاق سال ساخت با بهره برداری ۱۳۹۲ با وضعیت فعال با قیمت کل ۵۰/۰۰۰/۰۰۰ ریال: [933, 718, 1376, 754]
notice-item: شماره ۹۰: یک دستگاه میکسر صوتی ساخت کشور تایوان با سال ساخت و بهره برداری ۱۳۹۷ با وضعیت سالم با قیمت کل ۸۰/۰۰۰/۰۰۰ ریال: [13, 614, 450, 651]
notice-item: فعال با قیمت کل ۲۳/۰۰۰/۰۰۰ ریال: [240, 35, 450, 50]
notice-item: شماره ۲۴: بیست و شش دستگاه اسپلیت مدل TRUST چینی ۱۲۰۰۰ سال ساخت و بهره برداری ۱۳۹۲ با وضعیت فعال با قیمت هر واحد ۴۰/۰۰۰/۰۰۰ ریال و قیمت کل ۱/۰۴۰/۰۰۰/۰۰۰ ریال: [933, 1649, 1376, 1706]
notice-item: شماره ۸۵: یک دستگاه فلش رنگی ۲۷ خانه ساخت کشور چین با سال ساخت و بهره برداری ۱۳۹۴ با وضعیت فعال با قیمت کل ۱۱/۰۰۰/۰۰۰ ریال: [13, 304, 450, 360]
notice-item: شماره ۳: دو دستگاه الکتروپمپ زمینی ۱۴۵۰ دور ۲/۲ کیلووات سال ساخت و بهره برداری ۱۳۹۳ با وضعیت فعال با قیمت هر واحد ۳۰/۰۰۰/۰۰۰ ریال با قیمت کل ۶۰/۰۰۰/۰۰۰ ریال: [933, 263, 1376, 319]
notice-item: شماره ۵۳: صد و سی عدد میز غذاخوری مدل گرد MDF به ابعاد ۱۶۰×۸۰ با سال ساخت و بهره برداری ۱۳۹۴ با وضعیت سالم با قیمت هر واحد ۴/۲۰۰/۰۰۰ ریال و قیمت کل ۵۴۶/۰۰۰/۰۰۰ ریال: [473, 925, 912, 981]
notice-item: شماره ۲۹: هشتاد عدد تختخواب یک نفره سال ساخت با بهره برداری ۱۳۹۲ با وضعیت سالم با قیمت هر واحد ۱۵/۰۰۰/۰۰۰ ریال و قیمت کل ۱/۲۰۰/۰۰۰/۰۰۰ ریال: [933, 1939, 1376, 1995]
